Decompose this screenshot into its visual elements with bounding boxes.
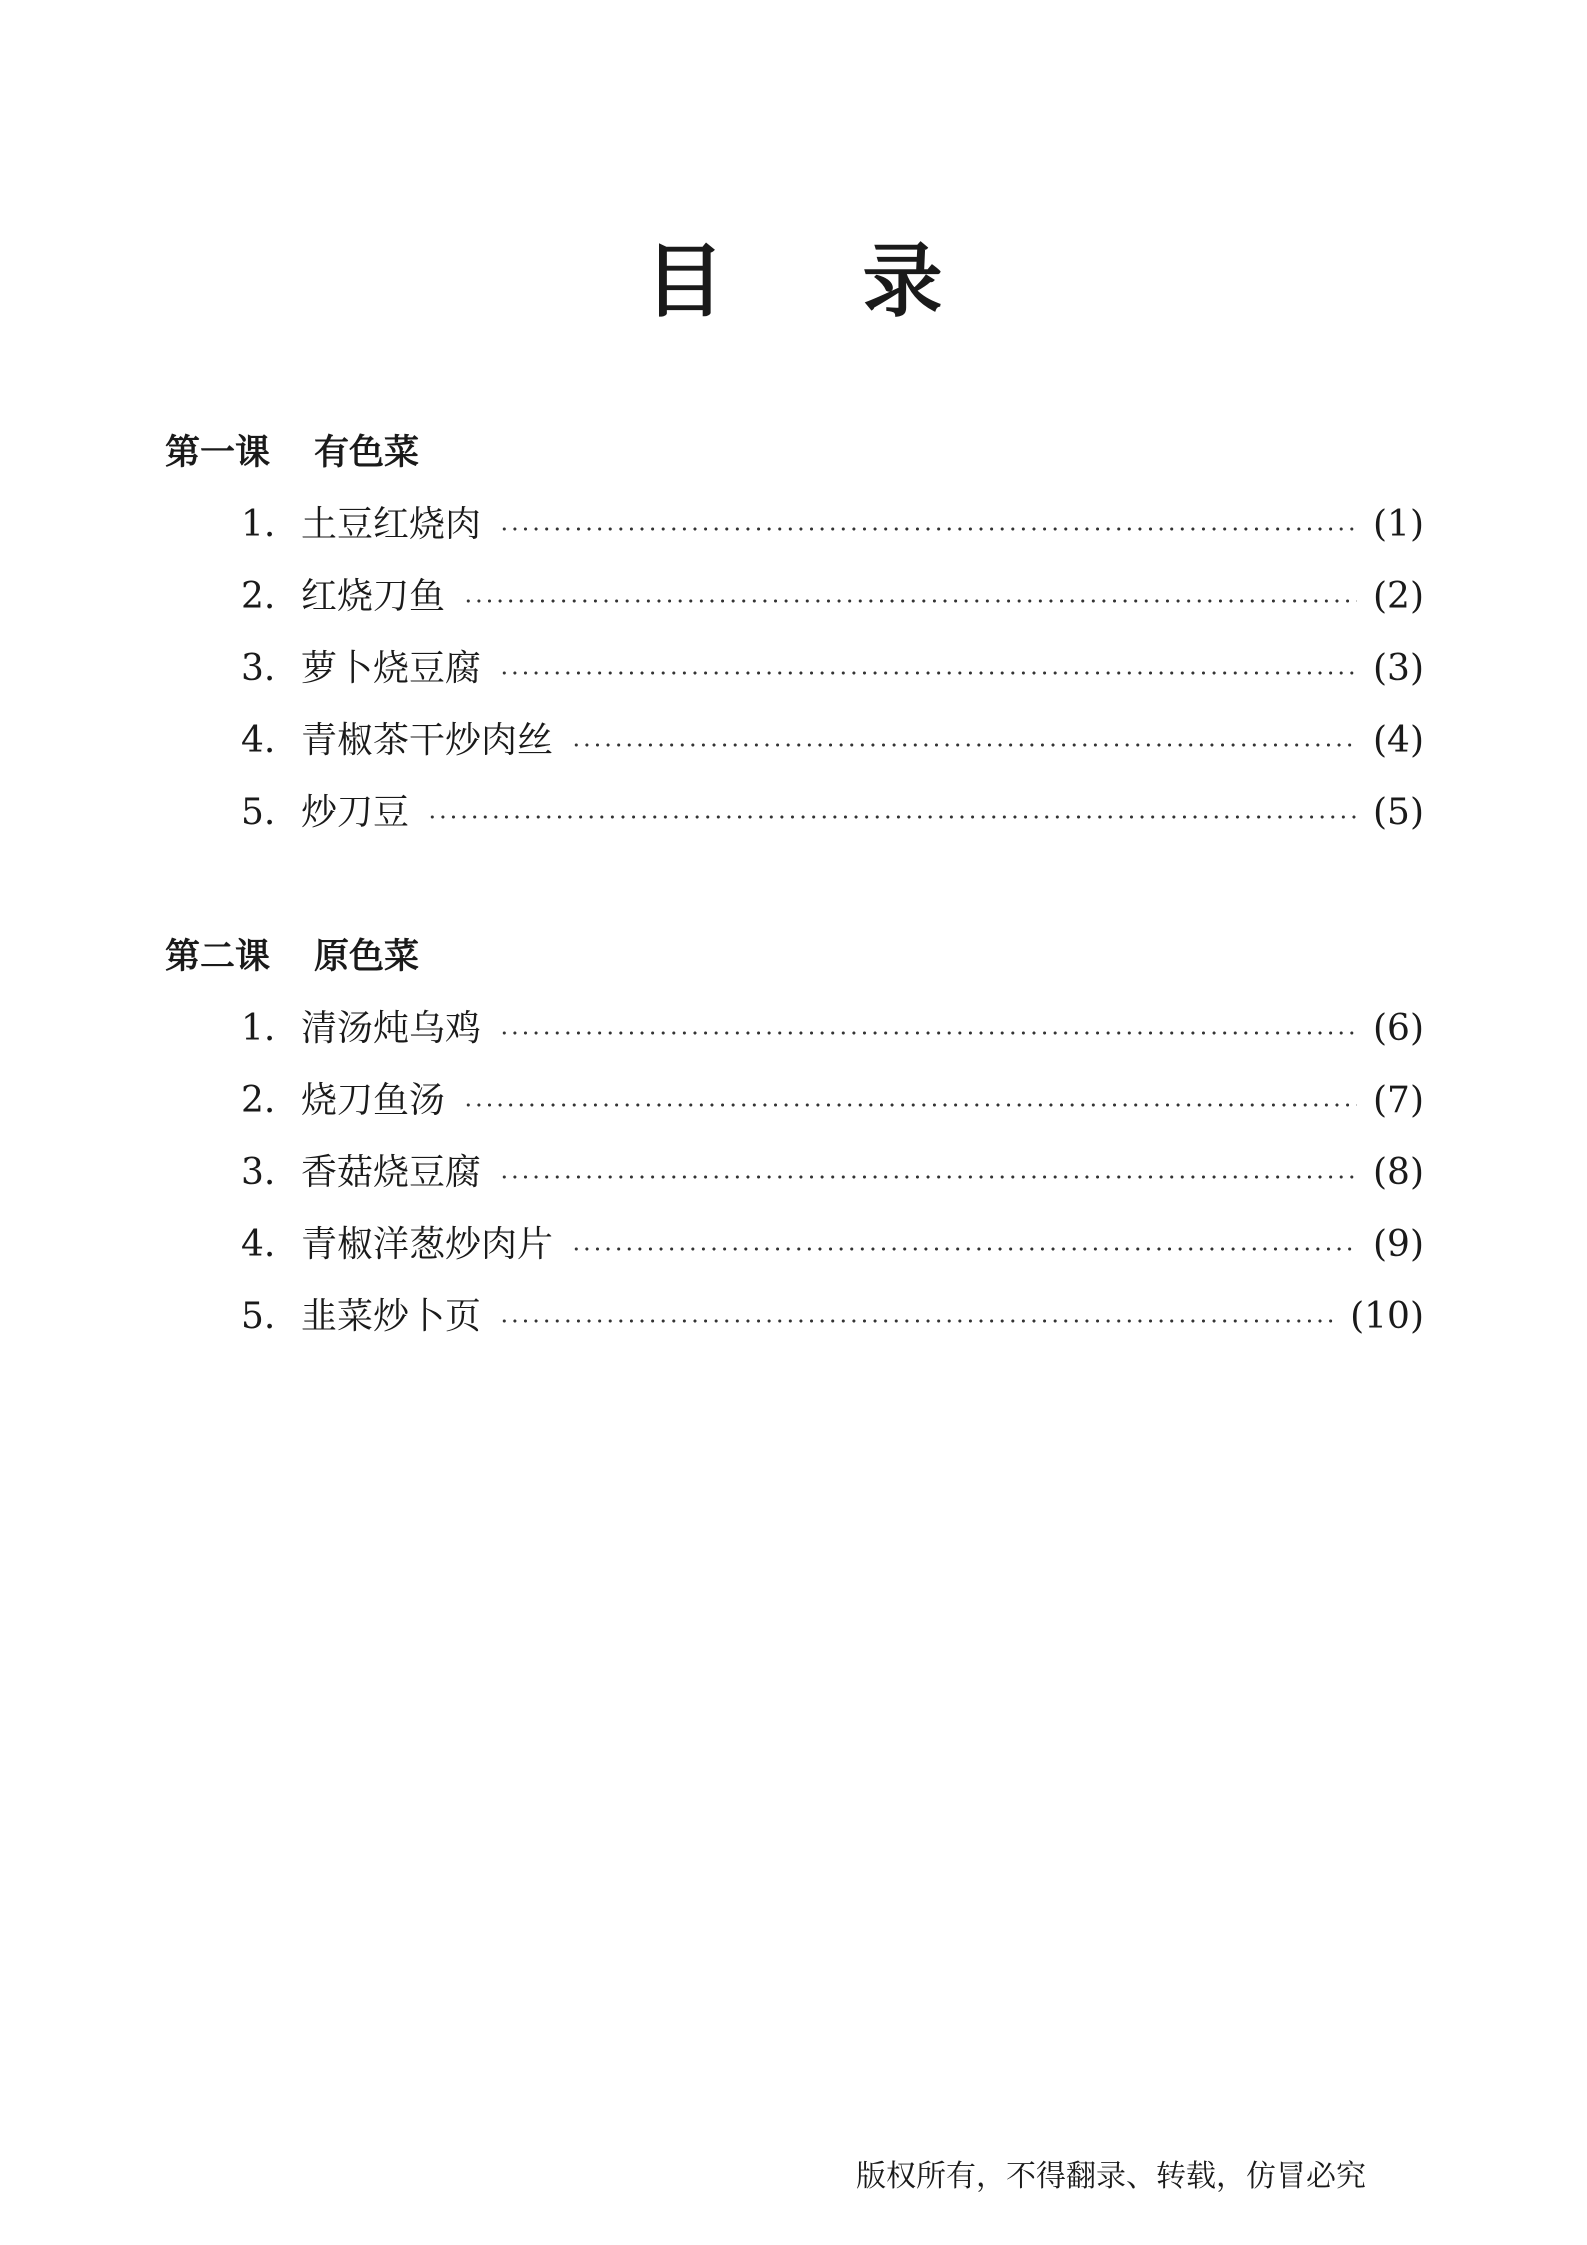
toc-entry[interactable] (241, 714, 1424, 768)
entry-index: 4. (241, 720, 276, 761)
entry-title: 青椒洋葱炒肉片 (301, 1224, 554, 1265)
page-title-char-1: 目 (644, 235, 725, 328)
entry-page-number: (9) (1373, 1224, 1424, 1265)
entry-title: 萝卜烧豆腐 (301, 648, 482, 689)
entry-page-number: (8) (1373, 1152, 1424, 1193)
dot-leader (463, 598, 1357, 604)
entry-page-number: (7) (1373, 1080, 1424, 1121)
entry-index: 3. (241, 648, 276, 689)
entry-title: 炒刀豆 (301, 792, 410, 833)
section-name: 有色菜 (314, 433, 420, 473)
dot-leader (571, 1246, 1357, 1252)
entry-index: 2. (241, 576, 276, 617)
dot-leader (499, 670, 1357, 676)
entry-index: 1. (241, 504, 276, 545)
dot-leader (571, 742, 1357, 748)
entry-index: 5. (241, 1296, 276, 1337)
entry-page-number: (4) (1373, 720, 1424, 761)
entry-page-number: (2) (1373, 576, 1424, 617)
section-heading (165, 932, 419, 982)
entry-title: 烧刀鱼汤 (301, 1080, 446, 1121)
dot-leader (499, 1174, 1357, 1180)
entry-page-number: (10) (1350, 1296, 1424, 1337)
dot-leader (499, 1030, 1357, 1036)
entry-index: 3. (241, 1152, 276, 1193)
toc-entry[interactable] (241, 642, 1424, 696)
copyright-notice: 版权所有，不得翻录、转载，仿冒必究 (856, 2159, 1366, 2194)
toc-entry[interactable] (241, 1002, 1424, 1056)
section-number: 第二课 (165, 937, 271, 977)
entry-title: 红烧刀鱼 (301, 576, 446, 617)
entry-title: 清汤炖乌鸡 (301, 1008, 482, 1049)
section-heading (165, 428, 419, 478)
toc-entry[interactable] (241, 498, 1424, 552)
page-title-char-2: 录 (862, 235, 943, 328)
section-name: 原色菜 (314, 937, 420, 977)
toc-entry[interactable] (241, 1146, 1424, 1200)
dot-leader (463, 1102, 1357, 1108)
entry-page-number: (5) (1373, 792, 1424, 833)
entry-page-number: (1) (1373, 504, 1424, 545)
toc-entry[interactable] (241, 1290, 1424, 1344)
entry-index: 4. (241, 1224, 276, 1265)
dot-leader (499, 526, 1357, 532)
section-number: 第一课 (165, 433, 271, 473)
entry-index: 5. (241, 792, 276, 833)
entry-title: 香菇烧豆腐 (301, 1152, 482, 1193)
entry-page-number: (6) (1373, 1008, 1424, 1049)
entry-title: 韭菜炒卜页 (301, 1296, 482, 1337)
toc-entry[interactable] (241, 1074, 1424, 1128)
entry-index: 1. (241, 1008, 276, 1049)
entry-index: 2. (241, 1080, 276, 1121)
entry-title: 青椒茶干炒肉丝 (301, 720, 554, 761)
toc-entry[interactable] (241, 1218, 1424, 1272)
entry-page-number: (3) (1373, 648, 1424, 689)
toc-entry[interactable] (241, 570, 1424, 624)
entry-title: 土豆红烧肉 (301, 504, 482, 545)
page-title (0, 232, 1587, 332)
dot-leader (427, 814, 1357, 820)
dot-leader (499, 1318, 1334, 1324)
toc-entry[interactable] (241, 786, 1424, 840)
